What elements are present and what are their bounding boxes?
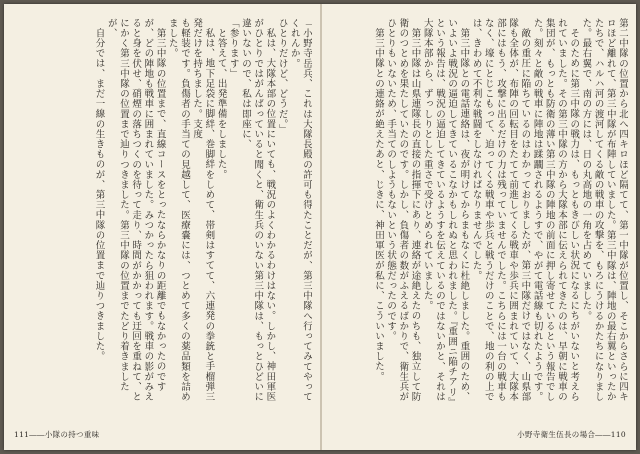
right-page <box>322 4 636 450</box>
paragraph: 第二中隊の位置から北へ四キロほど隔てて、第一中隊が位置し、そこからさらに四キロほど離れて、第三中隊が布陣していました。第三中隊は、陣地の最右翼といったかたちで、ハルハ河の渡河してくる敵の戦車の攻撃を、もろにうけるかたちになりました。最右翼で、南の方には、日の丸高地の一角を占めていました。 <box>580 18 628 402</box>
paragraph: 自分では、まだ一線の生きものが、第三中隊の位置まで辿りつきました。 <box>93 27 105 361</box>
left-page <box>4 4 320 450</box>
book-spread <box>4 4 636 450</box>
paragraph: そのために第三中隊の戦力は、もっともきびしい状況になるにちがいないと考えられていました。その第三中隊の方から大隊本部に伝えられてきたのは、早朝に戦車の集団が、もっとも防衛の薄い第三中隊の陣地の前面に押し寄せているという報告でした。刻々と敵の戦車に陣地は蹂躙されるようすで、やがて電話線も切れたようです。 <box>531 18 580 402</box>
paragraph: 第三中隊は山県連隊長の直接の指揮下にあり、連絡が途絶えたのちも、独立して防衛のつとめを果たしていたのです。しかし、負傷者の数がふえるばかりで、衛生兵がひとりもいないため、手当てのしようもないという状態だったのです。 <box>385 18 421 402</box>
paragraph: 第三中隊との電話連絡は、夜が明けてからまもなくに杜絶しました。重囲のため、いよいよ戦況の逼迫してきているこなかもしれぬと思われました。『重囲ニ陥チアリ』という報告は、戦況の逼迫してきているようすを伝えているのではないかと、それは大隊本部から、ずっしりとした重さで受けとめられていました。 <box>421 18 470 408</box>
paragraph: 私は、大隊本部の位置にいても、戦況のよくわかるわけはない。しかし、神田軍医がひとりではがんばっていると聞くと、衛生兵のいない第三中隊は、もっとひどいに違いないので、私は即座に、 <box>239 18 276 402</box>
left-page-body <box>12 18 312 408</box>
right-page-body <box>334 18 628 408</box>
page-footer-right: 小野寺衛生伍長の場合――110 <box>517 430 626 439</box>
paragraph: 「参ります」 <box>227 18 239 79</box>
paragraph: 敵の重圧に陥ちているのはわかっておりましたが、第三中隊だけではなく、山県部隊も全体が、布陣の回転目をたてて前進してくる戦車や歩兵に囲まれていて、大隊本部にはもう、攻撃に出るだけの力は残っていませんでした。こちらには一台の戦車もなく、壕にとじこもって、迫ってくる戦車や歩兵と戦うだけのことで、地の利の上では、きわめて不利な戦闘をしなければなりませんでした。 <box>470 18 531 402</box>
paragraph: と答えて、出発準備をしました。 <box>215 27 227 179</box>
paragraph: 第三中隊の位置まで、直線コースをとったならかなりの距離でもなかったのですが、どの陣地も戦車に囲まれていました。みつかったら狙われます。戦車の影がみえると身を伏せ、硝煙の落ちつくのを待って走り、時間がかかっても迂回を重ねて、とにかく第三中隊の位置まで辿りつきました。第三中隊の位置までたどり着きましたが、 <box>105 18 166 402</box>
paragraph: 私は、地下足袋に脚絆、巻脚絆をしめて、帯剣はすてて、六連発の拳銃と手榴弾三発だけを持ちました。支度 <box>191 18 215 402</box>
paragraph: も軽装です。負傷者の手当ての見越して、医療嚢には、つとめて多くの薬品類を詰めました。 <box>166 18 190 402</box>
paragraph: 「小野寺岳兵、これは大隊長殿の許可も得たことだが、第三中隊へ行ってみてやってくれんか。 <box>288 18 312 402</box>
paragraph: ひとりだけど、どうだ。」 <box>276 18 288 135</box>
paragraph: 第三中隊との連絡が絶えたあと、じきに、神田軍医が私に、こういいました。 <box>372 27 384 381</box>
page-footer-left: 111――小隊の持つ重味 <box>14 430 100 439</box>
